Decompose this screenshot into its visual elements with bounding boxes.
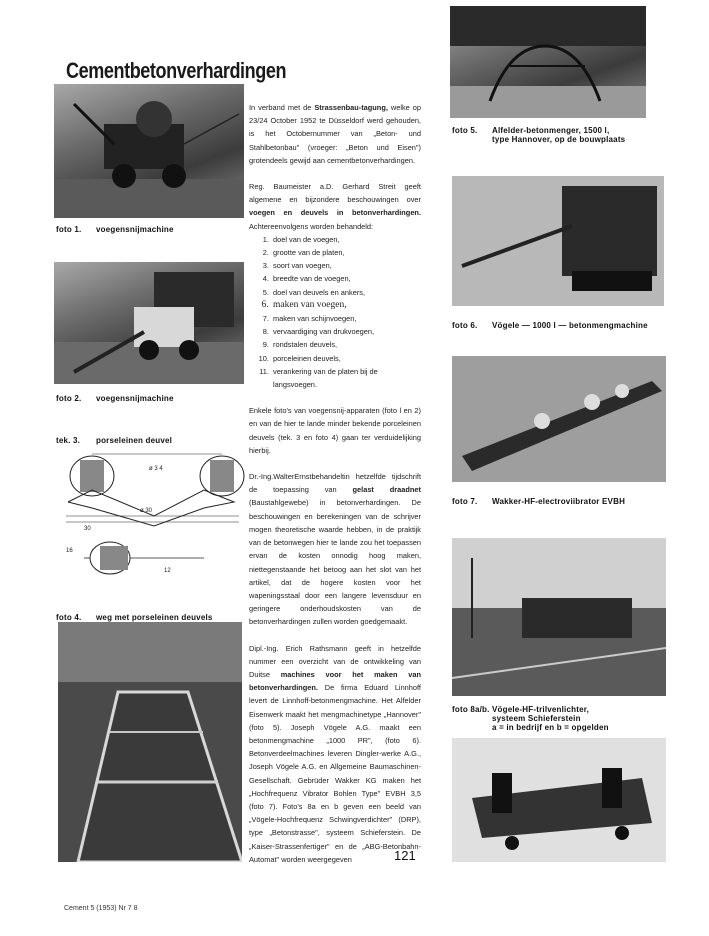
list-item: 1. doel van de voegen, [271, 233, 421, 246]
vibrator-illustration [452, 356, 666, 482]
paragraph-rathsmann: Dipl.-Ing. Erich Rathsmann geeft in hetzelfde nummer een overzicht van de ontwikkeling van Duitse machines voor het maken van betonverhardingen. De firma Eduard Linnhoff levert de Linnhoff-betonmengmachine. Het Alfelder Eisenwerk maakt het mengmachinetype „Hannover" (foto 5). Joseph Vögele A.G. maakt een betonmengmachine „1000 PR", (foto 6). Betonverdeelmachines leveren Dingler-werke A.G., Joseph Vögele A.G. en Allgemeine Baumaschinen-Gesellschaft. Gebrüder Wakker KG maken het „Hochfrequenz Vibrator Bohlen Type" EVBH 3,5 (foto 7). Foto's 8a en b geven een beeld van „Vögele-Hochfrequenz Schwingverdichter" (DRP), type „Betonstrasse", systeem Schieferstein. De „Kaiser-Strassenfertiger" en de „ABG-Betonbahn-Automat" worden weergegeven [249, 643, 421, 864]
list-item: 3. soort van voegen, [271, 259, 421, 272]
caption-photo-5: foto 5. Alfelder-betonmenger, 1500 l, type Hannover, op de bouwplaats [452, 126, 626, 144]
drawing-label: 12 [164, 568, 171, 574]
construction-site-illustration [452, 538, 666, 696]
paragraph-intro: In verband met de Strassenbau-tagung, welke op 23/24 October 1952 te Düsseldorf werd gehouden, is het Octobernummer van „Beton- und Stahlbetonbau" (vroeger: „Beton und Eisen") grotendeels gewijd aan cementbetonverhardingen. [249, 103, 421, 165]
list-item: 8. vervaardiging van drukvoegen, [271, 325, 421, 338]
photo-8a-vibrating-compactor [452, 538, 666, 696]
article-text [249, 101, 421, 879]
caption-photo-6: foto 6. Vögele — 1000 l — betonmengmachine [452, 321, 648, 330]
topic-list [249, 233, 421, 391]
list-item: 7. maken van schijnvoegen, [271, 312, 421, 325]
road-illustration [58, 622, 242, 862]
photo-8b-vibrating-compactor [452, 738, 666, 862]
caption-photo-1: foto 1. voegensnijmachine [56, 225, 174, 234]
machine-illustration [450, 6, 646, 118]
caption-drawing-3: tek. 3. porseleinen deuvel [56, 436, 173, 445]
photo-2-joint-cutting-machine [54, 262, 244, 384]
footer-citation: Cement 5 (1953) Nr 7 8 [64, 905, 138, 912]
list-item: 6. maken van voegen, [271, 299, 421, 312]
caption-photo-7: foto 7. Wakker-HF-electroviibrator EVBH [452, 497, 626, 506]
porcelain-dowel-drawing [54, 446, 246, 584]
photo-5-concrete-mixer [450, 6, 646, 118]
paragraph-photos: Enkele foto's van voegensnij-apparaten (foto l en 2) en van de hier te lande minder bekende porceleinen deuvels (tek. 3 en foto 4) gaan ter verduidelijking hierbij. [249, 406, 421, 455]
photo-6-concrete-mixing-machine [452, 176, 664, 306]
machine-illustration [452, 176, 664, 306]
paragraph-streit: Reg. Baumeister a.D. Gerhard Streit geeft algemene en bijzondere beschouwingen over voegen en deuvels in betonverhardingen. Achtereenvolgens worden behandeld: [249, 182, 421, 231]
drawing-label: ø 30 [140, 508, 153, 514]
list-item: 4. breedte van de voegen, [271, 272, 421, 285]
photo-4-road-with-dowels [58, 622, 242, 862]
machine-illustration [54, 84, 244, 218]
list-item: 9. rondstalen deuvels, [271, 338, 421, 351]
photo-1-joint-cutting-machine [54, 84, 244, 218]
drawing-label: 16 [66, 548, 73, 554]
drawing-label: ø 3 4 [149, 466, 163, 472]
page-title: Cementbetonverhardingen [66, 58, 287, 83]
photo-7-electrovibrator [452, 356, 666, 482]
list-item: 10. porceleinen deuvels, [271, 352, 421, 365]
list-item: 11. verankering van de platen bij de langsvoegen. [271, 365, 421, 391]
caption-photo-4: foto 4. weg met porseleinen deuvels [56, 613, 213, 622]
caption-photo-8: foto 8a/b. Vögele-HF-trilvenlichter, systeem Schieferstein a = in bedrijf en b = opgelden [452, 705, 609, 732]
machine-illustration [452, 738, 666, 862]
machine-illustration [54, 262, 244, 384]
list-item: 2. grootte van de platen, [271, 246, 421, 259]
paragraph-ernst: Dr.-Ing.WalterErnstbehandeltin hetzelfde tijdschrift de toepassing van gelast draadnet (Baustahlgewebe) in betonverhardingen. De beschouwingen en berekeningen van de schrijver mogen theoretische waarde hebben, in de praktijk van de betonwegen hier te lande zou het toepassen ervan de kosten onnodig hoog maken, niettegenstaande het betoog aan het slot van het artikel, dat de hogere kosten voor het wapeningsstaal door een langere levensduur en geringere onderhoudskosten van de betonverhardingen zullen worden goedgemaakt. [249, 472, 421, 627]
page-number: 121 [394, 848, 416, 863]
caption-photo-2: foto 2. voegensnijmachine [56, 394, 174, 403]
drawing-label: 30 [84, 526, 91, 532]
list-item: 5. doel van deuvels en ankers, [271, 286, 421, 299]
